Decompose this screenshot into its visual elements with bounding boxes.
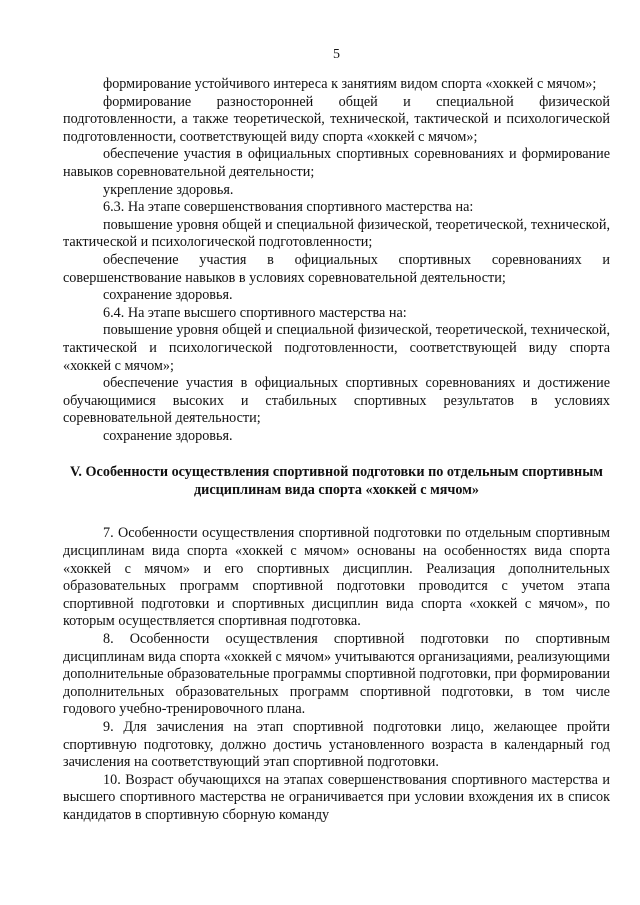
page-number: 5 — [333, 47, 340, 62]
section-heading: V. Особенности осуществления спортивной подготовки по отдельным спортивным дисциплинам вида спорта «хоккей с мячом» — [70, 464, 603, 499]
paragraph: 9. Для зачисления на этап спортивной подготовки лицо, желающее пройти спортивную подготовку, должно достичь установленного возраста в календарный год зачисления на соответствующий этап спортивной подготовки. — [63, 719, 610, 771]
paragraph: повышение уровня общей и специальной физической, теоретической, технической, тактической и психологической подготовленности; — [63, 216, 610, 251]
paragraph: обеспечение участия в официальных спортивных соревнованиях и совершенствование навыков в условиях соревновательной деятельности; — [63, 251, 610, 286]
paragraph: формирование разносторонней общей и специальной физической подготовленности, а также теоретической, технической, тактической и психологической подготовленности, соответствующей виду спорта «хоккей с мячом»; — [63, 93, 610, 145]
paragraph: сохранение здоровья. — [103, 287, 233, 304]
paragraph: повышение уровня общей и специальной физической, теоретической, технической, тактической и психологической подготовленности, соответствующей виду спорта «хоккей с мячом»; — [63, 322, 610, 374]
paragraph: обеспечение участия в официальных спортивных соревнованиях и формирование навыков соревновательной деятельности; — [63, 146, 610, 180]
paragraph: 10. Возраст обучающихся на этапах совершенствования спортивного мастерства и высшего спортивного мастерства не ограничивается при условии вхождения их в список кандидатов в спортивную сборную команду — [63, 771, 610, 823]
paragraph: обеспечение участия в официальных спортивных соревнованиях и достижение обучающимися высоких и стабильных спортивных результатов в условиях соревновательной деятельности; — [63, 375, 610, 427]
paragraph: формирование устойчивого интереса к занятиям видом спорта «хоккей с мячом»; — [103, 76, 597, 92]
paragraph: 6.4. На этапе высшего спортивного мастерства на: — [103, 304, 407, 321]
paragraph: укрепление здоровья. — [103, 181, 234, 198]
paragraph: 6.3. На этапе совершенствования спортивного мастерства на: — [103, 199, 474, 216]
paragraph: 8. Особенности осуществления спортивной подготовки по спортивным дисциплинам вида спорта «хоккей с мячом» учитываются организациями, реализующими дополнительные образовательные программы спортивной подготовки, при формировании дополнительных образовательных программ спортивной подготовки, в том числе годового учебно-тренировочного плана. — [63, 631, 610, 718]
paragraph: сохранение здоровья. — [103, 427, 233, 444]
paragraph: 7. Особенности осуществления спортивной подготовки по отдельным спортивным дисциплинам вида спорта «хоккей с мячом» основаны на особенностях вида спорта «хоккей с мячом» и его спортивных дисциплин. Реализация дополнительных образовательных программ спортивной подготовки проводится с учетом этапа спортивной подготовки и спортивных дисциплин вида спорта «хоккей с мячом», по которым осуществляется спортивная подготовка. — [63, 525, 610, 630]
